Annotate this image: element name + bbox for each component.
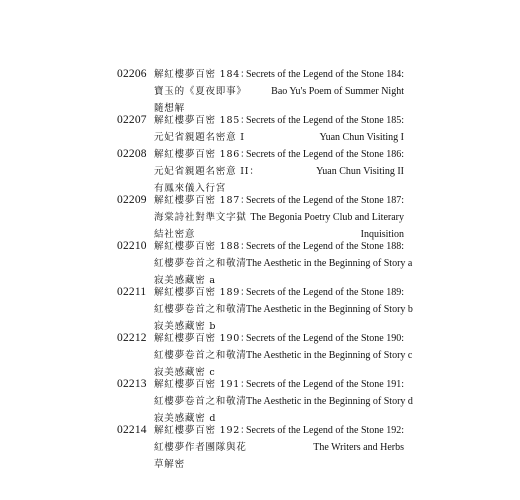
chinese-title-line: 紅樓夢卷首之和敬清	[154, 350, 247, 361]
chinese-title-line: 紅樓夢卷首之和敬清	[154, 396, 247, 407]
chinese-title-line: 解紅樓夢百密 188：	[154, 241, 251, 252]
entry-number: 02207	[117, 114, 147, 126]
chinese-title-line: 草解密	[154, 459, 185, 470]
chinese-title-line: 隨想解	[154, 103, 185, 114]
entry-english-title	[246, 422, 404, 456]
english-title-line: Secrets of the Legend of the Stone 192:	[246, 425, 405, 436]
english-title-line: Yuan Chun Visiting II	[316, 166, 404, 177]
english-title-line: Secrets of the Legend of the Stone 186:	[246, 149, 405, 160]
entry-chinese-title	[154, 376, 249, 427]
entry-number: 02211	[117, 286, 147, 298]
chinese-title-line: 寂美感藏密 b	[154, 321, 217, 332]
catalog-entry	[0, 112, 520, 141]
english-title-line: Secrets of the Legend of the Stone 190:	[246, 333, 405, 344]
chinese-title-line: 有鳳來儀入行宮	[154, 183, 227, 194]
english-title-line: Bao Yu's Poem of Summer Night	[271, 86, 404, 97]
catalog-entry	[0, 146, 520, 194]
catalog-entry	[0, 422, 520, 470]
chinese-title-line: 解紅樓夢百密 190：	[154, 333, 251, 344]
entry-number: 02212	[117, 332, 147, 344]
english-title-line: The Aesthetic in the Beginning of Story b	[246, 304, 413, 315]
chinese-title-line: 解紅樓夢百密 189：	[154, 287, 251, 298]
english-title-line: Secrets of the Legend of the Stone 185:	[246, 115, 405, 126]
chinese-title-line: 寂美感藏密 a	[154, 275, 216, 286]
entry-number: 02213	[117, 378, 147, 390]
chinese-title-line: 解紅樓夢百密 185：	[154, 115, 251, 126]
english-title-line: The Aesthetic in the Beginning of Story c	[246, 350, 413, 361]
entry-chinese-title	[154, 112, 249, 146]
chinese-title-line: 寶玉的《夏夜即事》	[154, 86, 247, 97]
chinese-title-line: 解紅樓夢百密 187：	[154, 195, 251, 206]
chinese-title-line: 解紅樓夢百密 192：	[154, 425, 251, 436]
english-title-line: The Aesthetic in the Beginning of Story d	[246, 396, 413, 407]
entry-number: 02210	[117, 240, 147, 252]
entry-number: 02209	[117, 194, 147, 206]
english-title-line: Inquisition	[360, 229, 404, 240]
catalog-entry	[0, 66, 520, 114]
entry-english-title	[246, 238, 413, 272]
english-title-line: Secrets of the Legend of the Stone 189:	[246, 287, 405, 298]
entry-chinese-title	[154, 284, 249, 335]
chinese-title-line: 紅樓夢卷首之和敬清	[154, 304, 247, 315]
english-title-line: The Begonia Poetry Club and Literary	[250, 212, 404, 223]
entry-chinese-title	[154, 422, 249, 473]
english-title-line: Secrets of the Legend of the Stone 191:	[246, 379, 405, 390]
english-title-line: Secrets of the Legend of the Stone 184:	[246, 69, 405, 80]
entry-english-title	[246, 376, 413, 410]
chinese-title-line: 結社密意	[154, 229, 196, 240]
chinese-title-line: 元妃省親題名密意 I	[154, 132, 245, 143]
entry-english-title	[246, 330, 413, 364]
entry-number: 02206	[117, 68, 147, 80]
chinese-title-line: 寂美感藏密 d	[154, 413, 217, 424]
chinese-title-line: 寂美感藏密 c	[154, 367, 216, 378]
entry-english-title	[246, 112, 404, 146]
entry-english-title	[246, 284, 413, 318]
english-title-line: The Writers and Herbs	[313, 442, 404, 453]
catalog-entry	[0, 330, 520, 378]
chinese-title-line: 解紅樓夢百密 191：	[154, 379, 251, 390]
entry-number: 02214	[117, 424, 147, 436]
entry-english-title	[246, 192, 404, 243]
chinese-title-line: 紅樓夢作者團隊與花	[154, 442, 247, 453]
entry-chinese-title	[154, 192, 249, 243]
entry-chinese-title	[154, 238, 249, 289]
chinese-title-line: 解紅樓夢百密 184：	[154, 69, 251, 80]
catalog-entry-list	[0, 66, 520, 468]
english-title-line: Secrets of the Legend of the Stone 188:	[246, 241, 405, 252]
english-title-line: Secrets of the Legend of the Stone 187:	[246, 195, 405, 206]
catalog-entry	[0, 238, 520, 286]
entry-english-title	[246, 146, 404, 180]
catalog-entry	[0, 284, 520, 332]
english-title-line: The Aesthetic in the Beginning of Story a	[246, 258, 413, 269]
chinese-title-line: 解紅樓夢百密 186：	[154, 149, 251, 160]
catalog-entry	[0, 192, 520, 240]
english-title-line: Yuan Chun Visiting I	[319, 132, 404, 143]
chinese-title-line: 海棠詩社對準文字獄	[154, 212, 247, 223]
entry-english-title	[246, 66, 404, 100]
entry-number: 02208	[117, 148, 147, 160]
chinese-title-line: 紅樓夢卷首之和敬清	[154, 258, 247, 269]
entry-chinese-title	[154, 146, 260, 197]
entry-chinese-title	[154, 330, 249, 381]
entry-chinese-title	[154, 66, 249, 117]
chinese-title-line: 元妃省親題名密意 II：	[154, 166, 260, 177]
catalog-entry	[0, 376, 520, 424]
